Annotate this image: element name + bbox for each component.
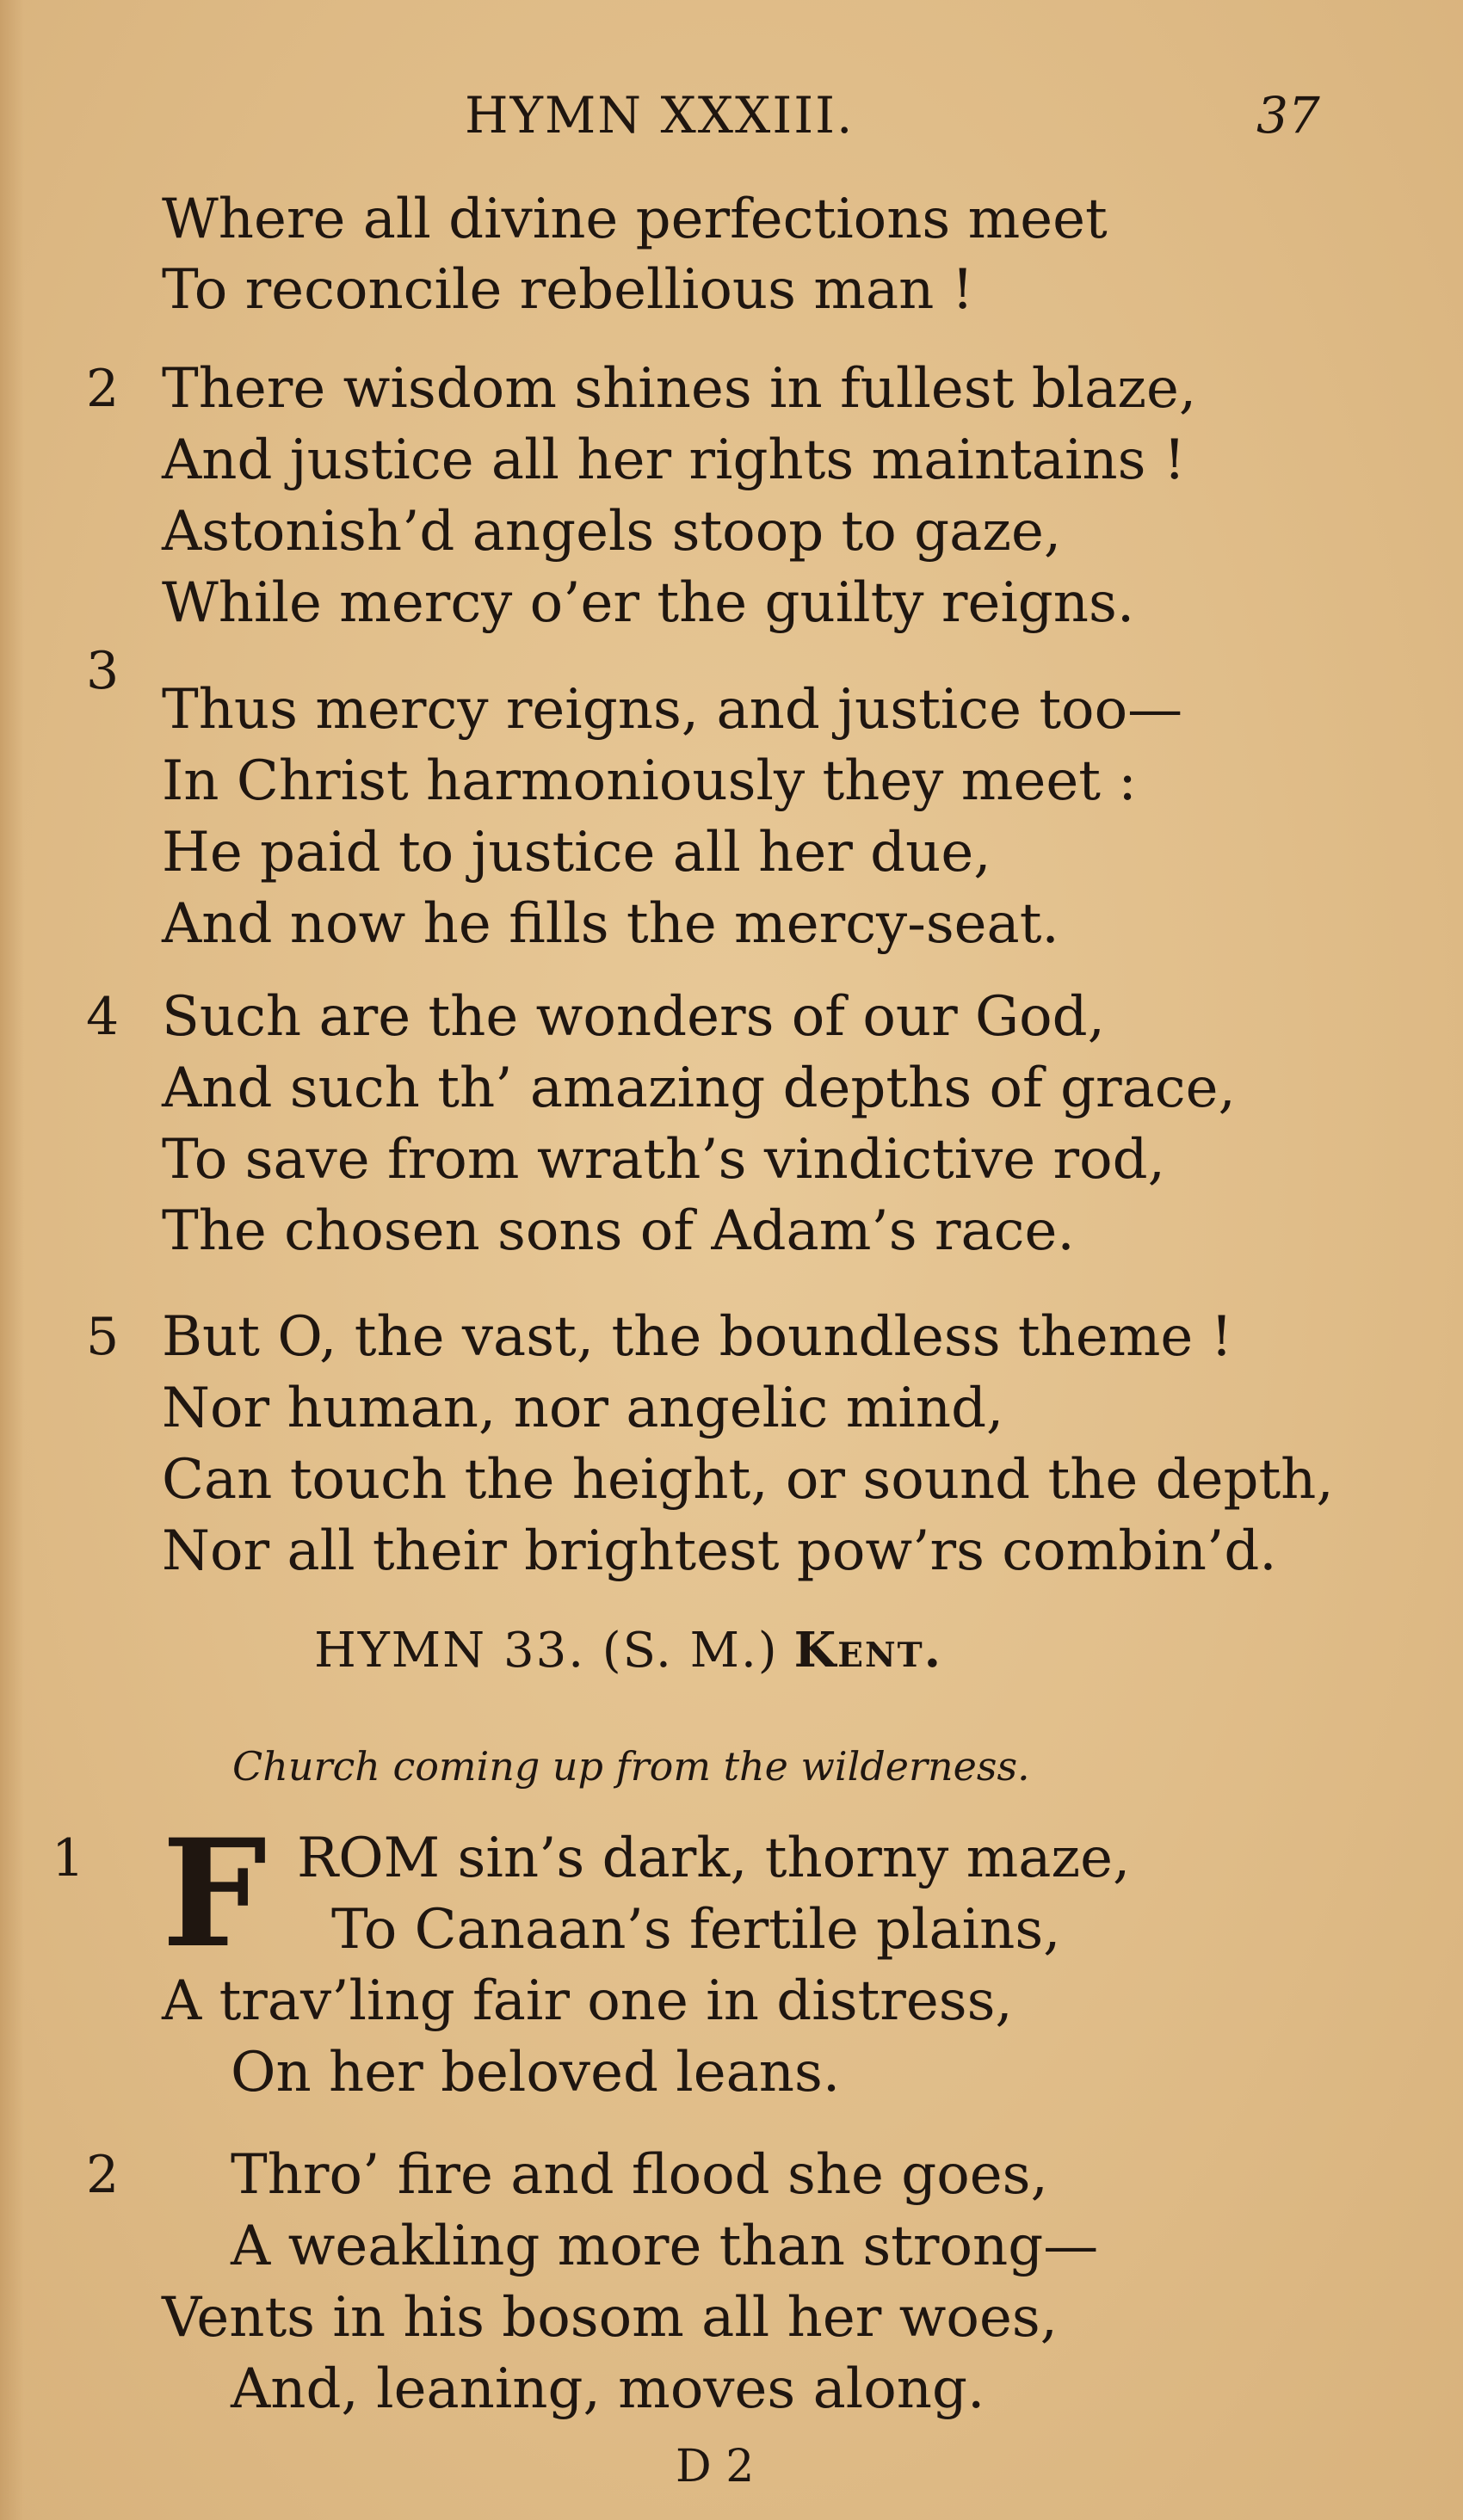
verse-line: To reconcile rebellious man ! [162,258,974,322]
running-header [0,86,1463,146]
verse-line: On her beloved leans. [231,2041,841,2104]
verse-line: To save from wrath’s vindictive rod, [162,1128,1165,1192]
verse-line: ROM sin’s dark, thorny maze, [297,1827,1131,1890]
hymn-subtitle: Church coming up from the wilderness. [232,1743,1030,1790]
verse-line: He paid to justice all her due, [162,821,991,884]
verse-line: Such are the wonders of our God, [162,985,1105,1049]
verse-line: In Christ harmoniously they meet : [162,749,1137,813]
stanza-number: 5 [86,1307,120,1367]
verse-line: Can touch the height, or sound the depth, [162,1448,1334,1512]
stanza-number: 2 [86,2145,120,2205]
verse-line: Nor all their brightest pow’rs combin’d. [162,1519,1277,1583]
stanza-number: 1 [52,1828,85,1888]
drop-cap: F [162,1806,268,1981]
hymn-title: HYMN 33. (S. M.) [314,1623,779,1679]
verse-line: To Canaan’s fertile plains, [331,1898,1061,1962]
verse-line: Astonish’d angels stoop to gaze, [162,500,1062,564]
stanza-number: 4 [86,987,120,1047]
verse-line: And justice all her rights maintains ! [162,428,1186,492]
verse-line: But O, the vast, the boundless theme ! [162,1305,1233,1369]
verse-line: The chosen sons of Adam’s race. [162,1199,1075,1263]
verse-line: And now he fills the mercy-seat. [162,892,1059,956]
verse-line: And, leaning, moves along. [231,2357,985,2421]
verse-line: And such th’ amazing depths of grace, [162,1057,1236,1120]
tune-name: Kent. [793,1622,943,1679]
stanza-number: 3 [86,641,120,701]
verse-line: Thro’ fire and flood she goes, [231,2143,1048,2207]
verse-line: Nor human, nor angelic mind, [162,1377,1004,1440]
hymn-heading [314,1622,942,1679]
verse-line: Thus mercy reigns, and justice too— [162,678,1183,742]
verse-line: Vents in his bosom all her woes, [162,2286,1058,2350]
verse-line: A trav’ling fair one in distress, [162,1969,1013,2033]
stanza-number: 2 [86,359,120,419]
running-title: HYMN XXXIII. [465,86,855,145]
verse-line: There wisdom shines in fullest blaze, [162,357,1197,421]
verse-line: A weakling more than strong— [231,2215,1099,2278]
verse-line: While mercy o’er the guilty reigns. [162,571,1135,635]
signature-mark: D 2 [676,2441,755,2492]
verse-line: Where all divine perfections meet [162,188,1108,251]
page-edge-shadow [0,0,24,2520]
page-number: 37 [1256,86,1320,145]
